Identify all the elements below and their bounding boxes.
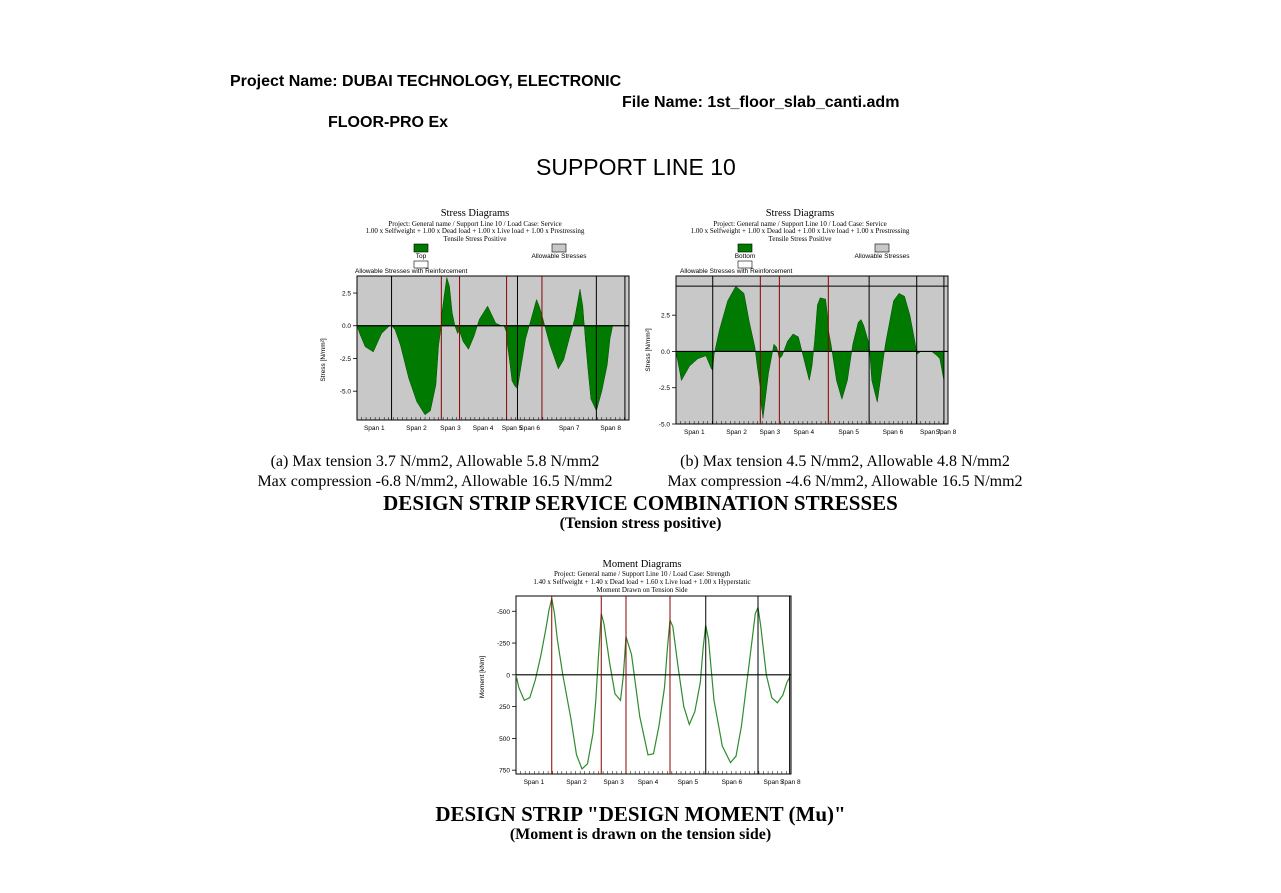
y-tick-label: 2.5	[341, 290, 351, 298]
stress-plot-b	[659, 276, 957, 436]
chart-subtitle: Tensile Stress Positive	[768, 235, 832, 243]
y-tick-label: -2.5	[339, 355, 351, 363]
caption-b-line1: (b) Max tension 4.5 N/mm2, Allowable 4.8 N/mm2	[680, 453, 1010, 470]
legend-swatch-reinf	[738, 261, 752, 268]
chart-title: Stress Diagrams	[765, 208, 835, 219]
y-tick-label: -2.5	[658, 385, 670, 393]
y-axis-label: Stress [N/mm²]	[645, 328, 652, 372]
x-tick-label: Span 8	[780, 779, 801, 786]
x-tick-label: Span 7	[558, 425, 580, 432]
legend-swatch-top	[414, 244, 428, 252]
legend-swatch-bottom	[738, 244, 752, 252]
x-tick-label: Span 4	[793, 429, 815, 436]
moment-chart	[472, 552, 812, 794]
chart-subtitle: Project: General name / Support Line 10 / Load Case: Strength	[553, 570, 731, 578]
y-axis-label: Stress [N/mm²]	[320, 338, 327, 382]
stress-chart-top	[315, 200, 635, 445]
x-tick-label: Span 4	[637, 779, 659, 786]
chart-title: Moment Diagrams	[602, 559, 682, 570]
x-tick-label: Span 5	[677, 779, 699, 786]
y-tick-label: -500	[496, 608, 510, 616]
x-tick-label: Span 5	[838, 429, 860, 436]
legend-label: Allowable Stresses	[854, 253, 910, 260]
y-tick-label: 0.0	[341, 323, 351, 331]
software-name: FLOOR-PRO Ex	[328, 114, 449, 131]
chart-subtitle: 1.40 x Selfweight + 1.40 x Dead load + 1.60 x Live load + 1.00 x Hyperstatic	[533, 578, 751, 586]
y-tick-label: 2.5	[660, 312, 670, 320]
chart-subtitle: Tensile Stress Positive	[443, 235, 507, 243]
chart-title: Stress Diagrams	[440, 208, 510, 219]
chart-subtitle: Project: General name / Support Line 10 / Load Case: Service	[388, 220, 562, 228]
legend-swatch-allowable	[875, 244, 889, 252]
y-axis-label: Moment [kNm]	[479, 655, 486, 699]
moment-plot	[497, 596, 801, 786]
caption-a-line1: (a) Max tension 3.7 N/mm2, Allowable 5.8 N/mm2	[270, 453, 600, 470]
legend-label: Allowable Stresses with Reinforcement	[680, 268, 793, 275]
page-title: SUPPORT LINE 10	[536, 154, 736, 180]
x-tick-label: Span 6	[882, 429, 904, 436]
moment-subheading: (Moment is drawn on the tension side)	[509, 826, 772, 843]
x-tick-label: Span 8	[935, 429, 957, 436]
x-tick-label: Span 6	[519, 425, 541, 432]
x-tick-label: Span 1	[363, 425, 385, 432]
x-tick-label: Span 3	[759, 429, 781, 436]
x-tick-label: Span 3	[440, 425, 461, 432]
chart-subtitle: 1.00 x Selfweight + 1.00 x Dead load + 1.00 x Live load + 1.00 x Prestressing	[365, 227, 585, 235]
legend-swatch-allowable	[552, 244, 566, 252]
y-tick-label: -5.0	[339, 388, 351, 396]
x-tick-label: Span 2	[726, 429, 747, 436]
x-tick-label: Span 3	[603, 779, 624, 786]
caption-a-line2: Max compression -6.8 N/mm2, Allowable 16.5 N/mm2	[257, 473, 613, 490]
chart-subtitle: Project: General name / Support Line 10 / Load Case: Service	[713, 220, 887, 228]
x-tick-label: Span 7	[920, 429, 941, 436]
x-tick-label: Span 1	[523, 779, 545, 786]
project-name: Project Name: DUBAI TECHNOLOGY, ELECTRONIC	[230, 73, 622, 90]
plot-area	[516, 596, 791, 774]
legend-label: Allowable Stresses with Reinforcement	[355, 268, 468, 275]
x-tick-label: Span 4	[472, 425, 494, 432]
y-tick-label: -5.0	[658, 421, 670, 429]
stress-heading: DESIGN STRIP SERVICE COMBINATION STRESSES	[383, 491, 898, 515]
stress-plot-a	[340, 276, 629, 432]
x-tick-label: Span 2	[566, 779, 587, 786]
x-tick-label: Span 6	[721, 779, 743, 786]
y-tick-label: -250	[496, 640, 510, 648]
legend-label: Top	[415, 253, 427, 260]
stress-subheading: (Tension stress positive)	[559, 515, 722, 532]
y-tick-label: 500	[499, 735, 510, 743]
x-tick-label: Span 2	[406, 425, 427, 432]
chart-subtitle: Moment Drawn on Tension Side	[596, 586, 688, 594]
y-tick-label: 750	[499, 767, 510, 775]
y-tick-label: 250	[499, 704, 510, 712]
legend-swatch-reinf	[414, 261, 428, 268]
caption-b-line2: Max compression -4.6 N/mm2, Allowable 16.5 N/mm2	[667, 473, 1023, 490]
x-tick-label: Span 7	[763, 779, 785, 786]
y-tick-label: 0	[506, 672, 510, 680]
stress-chart-bottom	[640, 200, 960, 445]
legend-label: Bottom	[734, 253, 756, 260]
x-tick-label: Span 1	[684, 429, 705, 436]
file-name: File Name: 1st_floor_slab_canti.adm	[622, 94, 900, 111]
x-tick-label: Span 8	[600, 425, 621, 432]
moment-heading: DESIGN STRIP "DESIGN MOMENT (Mu)"	[435, 802, 846, 826]
chart-subtitle: 1.00 x Selfweight + 1.00 x Dead load + 1.00 x Live load + 1.00 x Prestressing	[690, 227, 910, 235]
legend-label: Allowable Stresses	[531, 253, 587, 260]
y-tick-label: 0.0	[660, 348, 670, 356]
x-tick-label: Span 5	[501, 425, 523, 432]
